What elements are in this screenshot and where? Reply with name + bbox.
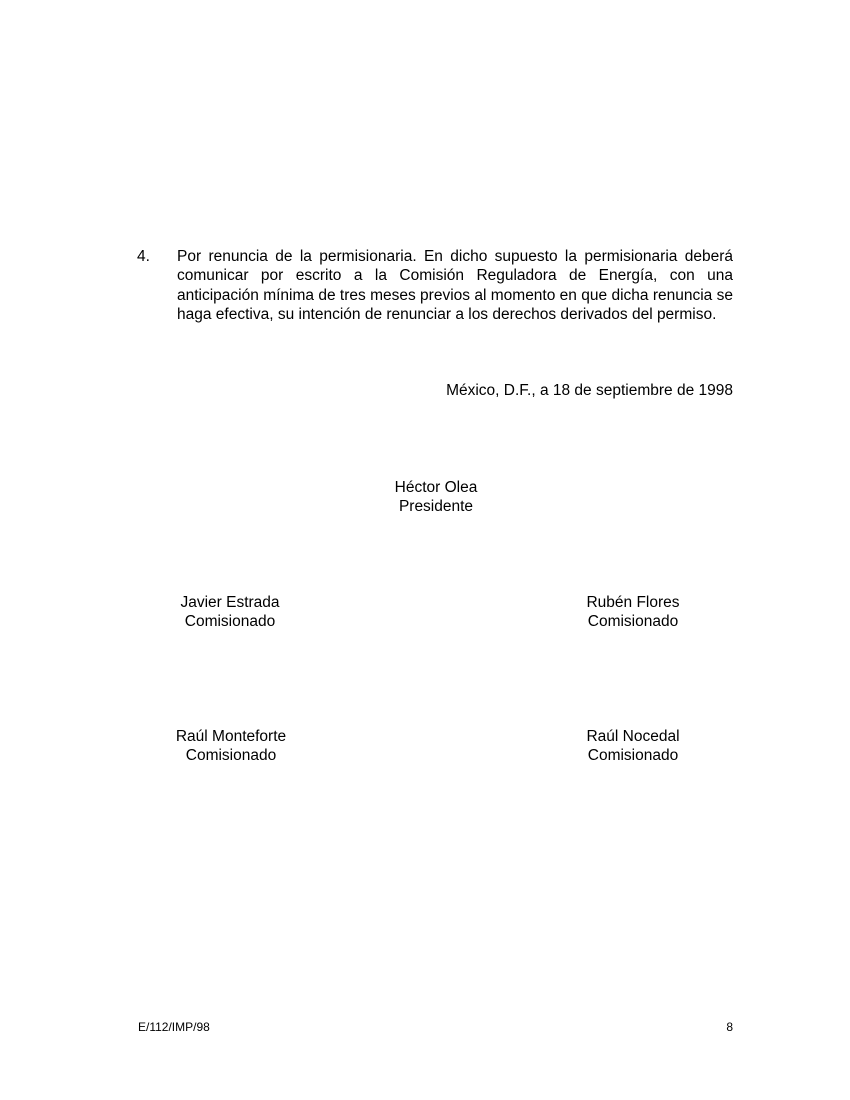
page-number: 8 (726, 1020, 733, 1034)
place-date: México, D.F., a 18 de septiembre de 1998 (446, 382, 733, 399)
signatory-name: Raúl Nocedal (586, 728, 680, 745)
signature-commissioner (513, 727, 753, 765)
clause-text: Por renuncia de la permisionaria. En dicho supuesto la permisionaria deberá comunicar por escrito a la Comisión Reguladora de Energía, con una anticipación mínima de tres meses previos al momento en que dicha renuncia se haga efectiva, su intención de renunciar a los derechos derivados del permiso. (177, 248, 733, 324)
signatory-title: Comisionado (185, 747, 277, 764)
signatory-title: Comisionado (587, 613, 679, 630)
document-code: E/112/IMP/98 (138, 1020, 210, 1034)
signatory-name: Héctor Olea (394, 479, 478, 496)
clause-number: 4. (137, 248, 150, 265)
signatory-name: Raúl Monteforte (175, 728, 287, 745)
signature-commissioner (513, 593, 753, 631)
signatory-title: Comisionado (587, 747, 679, 764)
signatory-title: Presidente (398, 498, 474, 515)
signature-president (316, 478, 556, 516)
signature-commissioner (111, 727, 351, 765)
signatory-title: Comisionado (184, 613, 276, 630)
signatory-name: Rubén Flores (586, 594, 680, 611)
clause-item (137, 247, 733, 325)
signatory-name: Javier Estrada (180, 594, 280, 611)
signature-commissioner (110, 593, 350, 631)
